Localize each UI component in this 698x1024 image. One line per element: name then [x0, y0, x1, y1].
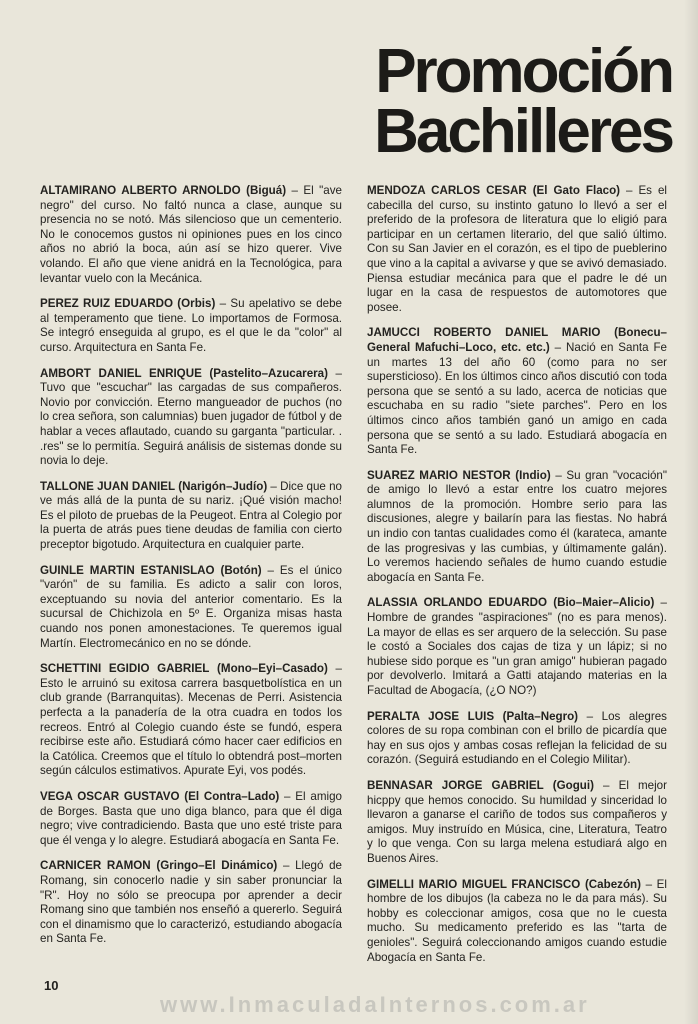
- student-bio: – Su apelativo se debe al temperamento que tiene. Lo importamos de Formosa. Se integró enseguida al grupo, es el que le da "color" al curso. Arquitectura en Santa Fe.: [40, 297, 342, 354]
- student-entry: [40, 297, 342, 355]
- page-title: [374, 37, 672, 166]
- student-name: CARNICER RAMON: [40, 859, 151, 873]
- student-nickname: (Indio): [515, 468, 551, 482]
- page-number: 10: [44, 978, 59, 993]
- student-bio: – Llegó de Romang, sin conocerlo nadie y sin saber pronunciar la "R". Hoy no sólo se preocupa por aprender a decir Romang sino que también nos enseñó a quererlo. Seguirá con el dinamismo que lo caracterizó, estudiando abogacía en Santa Fe.: [40, 859, 342, 946]
- student-entry: [40, 184, 342, 286]
- student-nickname: (Palta–Negro): [502, 709, 579, 723]
- student-nickname: (Botón): [220, 563, 262, 577]
- student-name: VEGA OSCAR GUSTAVO: [40, 789, 180, 803]
- student-entry: [367, 184, 667, 315]
- student-nickname: (El Gato Flaco): [532, 184, 621, 197]
- student-name: PEREZ RUIZ EDUARDO: [40, 297, 173, 311]
- student-name: ALTAMIRANO ALBERTO ARNOLDO: [40, 184, 241, 197]
- student-name: BENNASAR JORGE GABRIEL: [367, 778, 544, 792]
- student-nickname: (Mono–Eyi–Casado): [217, 662, 328, 676]
- student-nickname: (Pastelito–Azucarera): [209, 366, 328, 380]
- student-nickname: (Orbis): [177, 297, 216, 311]
- student-entry: [367, 596, 667, 698]
- student-nickname: (Cabezón): [584, 877, 641, 891]
- page-edge-shadow: [684, 0, 698, 1024]
- student-name: ALASSIA ORLANDO EDUARDO: [367, 596, 548, 610]
- student-name: GIMELLI MARIO MIGUEL FRANCISCO: [367, 877, 581, 891]
- student-bio: – El "ave negro" del curso. No faltó nunca a clase, aunque su presencia no se notó. Más silencioso que un cementerio. No le conocemos gustos ni opiniones pues en los cinco años no abrió la boca, aún así se hizo querer. Vive volando. El año que viene anidrá en la Tecnológica, para levantar vuelo con la Mecánica.: [40, 184, 342, 285]
- student-name: MENDOZA CARLOS CESAR: [367, 184, 527, 197]
- site-watermark: www.InmaculadaInternos.com.ar: [160, 992, 590, 1017]
- student-entry: [367, 878, 667, 966]
- student-name: GUINLE MARTIN ESTANISLAO: [40, 563, 215, 577]
- student-name: PERALTA JOSE LUIS: [367, 709, 495, 723]
- student-nickname: (Gogui): [552, 778, 594, 792]
- student-name: SUAREZ MARIO NESTOR: [367, 468, 511, 482]
- page-title-line1: Promoción: [375, 37, 672, 106]
- student-entry: [40, 367, 342, 469]
- student-bio: – Es el cabecilla del curso, su instinto gatuno lo llevó a ser el preferido de la profesora de literatura que lo eligió para participar en un certamen literario, del que salió último. Con su San Javier en el corazón, es el tipo de pueblerino que vino a la capital a avivarse y que se avivó demasiado. Piensa estudiar mecánica para que el padre le dé un lugar en la casa de respuestos de automotores que posee.: [367, 184, 667, 314]
- student-nickname: (El Contra–Lado): [184, 789, 280, 803]
- student-bio: – Tuvo que "escuchar" las cargadas de sus compañeros. Novio por convicción. Eterno mangueador de puchos (no lo crea señora, son calumnias) buen jugador de fútbol y de hablar a veces aflautado, cuando su garganta "particular. . .res" se lo permitía. Seguirá análisis de sistemas donde su novia lo deje.: [40, 366, 342, 468]
- student-entry: [40, 564, 342, 652]
- student-nickname: (Narigón–Judío): [178, 479, 268, 493]
- student-bio: – Es el único "varón" de su familia. Es adicto a salir con loros, exceptuando su novia del anterior comentario. Es la sucursal de Chichizola en 5º E. Organiza misas hasta cuando nos ponen amonestaciones. Te queremos igual Martín. Electromecánico en no se dónde.: [40, 563, 342, 650]
- student-name: AMBORT DANIEL ENRIQUE: [40, 366, 202, 380]
- student-bio: – Los alegres colores de su ropa combinan con el brillo de picardía que hay en sus ojos y ambas cosas reflejan la felicidad de su corazón. (Seguirá estudiando en el Colegio Militar).: [367, 709, 667, 767]
- student-entry: [367, 779, 667, 867]
- student-name: JAMUCCI ROBERTO DANIEL MARIO: [367, 326, 601, 340]
- student-entry: [40, 859, 342, 947]
- page-title-line2: Bachilleres: [374, 97, 672, 166]
- student-bio: – Su gran "vocación" de amigo lo llevó a estar entre los cuatro mejores alumnos de la promoción. Hombre serio para las discusiones, alegre y bailarín para las fiestas. No habrá un indio con tantas cualidades como él (karateca, amante de las progresivas y las cumbias, y últimamente galán). Lo veremos haciendo señales de humo cuando estudie abogacía en Santa Fe.: [367, 468, 667, 584]
- right-column: [367, 184, 667, 976]
- left-column: [40, 184, 342, 958]
- student-bio: – El amigo de Borges. Basta que uno diga blanco, para que él diga negro; vive contradiciendo. Basta que uno esté triste para que él venga y lo alegre. Estudiará abogacía en Santa Fe.: [40, 789, 342, 847]
- student-nickname: (Biguá): [246, 184, 287, 197]
- student-entry: [40, 480, 342, 553]
- student-bio: – Hombre de grandes "aspiraciones" (no es para menos). La mayor de ellas es ser arquero de la selección. Su pase le costó a Sociales dos cajas de tiza y un lápiz; si no hubiese sido porque es "un gran amigo" hubieran pagado por devolverlo. Imitará a Gatti atajando materias en la Facultad de Abogacía, (¿O NO?): [367, 596, 667, 697]
- student-bio: – Dice que no ve más allá de la punta de su nariz. ¡Qué visión macho! Es el piloto de pruebas de la Peugeot. Entra al Colegio por la puerta de atrás pues tiene deudas de familia con cierto preceptor bigotudo. Arquitectura en cualquier parte.: [40, 479, 342, 552]
- student-nickname: (Bio–Maier–Alicio): [553, 596, 655, 610]
- student-bio: – Esto le arruinó su exitosa carrera basquetbolística en un club grande (Barranquitas). Mecenas de Perri. Asistencia perfecta a la panadería de la otra cuadra en todos los recreos. Entró al Colegio cuando éste se fundó, espera recibirse este año. Estudiará cómo hacer caer edificios en la Católica. Creemos que el título lo obtendrá post–morten según cálculos estimativos. Apurate Eyi, vos podés.: [40, 662, 343, 778]
- student-entry: [40, 662, 342, 779]
- student-nickname: (Bonecu–General Mafuchi–Loco, etc. etc.): [367, 326, 667, 354]
- student-bio: – Nació en Santa Fe un martes 13 del año 60 (como para no ser supersticioso). En los últimos cinco años discutió con toda persona que se sentó a su lado, acerca de noticias que escuchaba en su radio "siete parches". Pero en los últimos cinco años también ganó un amigo en cada persona que se sentó a su lado. Estudiará abogacía en Santa Fe.: [367, 340, 667, 457]
- student-name: SCHETTINI EGIDIO GABRIEL: [40, 662, 210, 676]
- student-entry: [40, 790, 342, 848]
- student-entry: [367, 326, 667, 457]
- student-entry: [367, 710, 667, 768]
- student-bio: – El hombre de los dibujos (la cabeza no le da para más). Su hobby es coleccionar amigos, cosa que no le cuesta mucho. Su medicamento preferido es las "tarta de genioles". Seguirá coleccionando amigos cuando estudie Abogacía en Santa Fe.: [367, 877, 667, 964]
- student-entry: [367, 469, 667, 586]
- student-name: TALLONE JUAN DANIEL: [40, 479, 176, 493]
- student-bio: – El mejor hicppy que hemos conocido. Su humildad y sinceridad lo llevaron a ganarse el cariño de todos sus compañeros y amigos. Muy instruído en Música, cine, Literatura, Teatro y lo que venga. Con su larga melena estudiará algo en Buenos Aires.: [367, 778, 667, 865]
- student-nickname: (Gringo–El Dinámico): [156, 859, 278, 873]
